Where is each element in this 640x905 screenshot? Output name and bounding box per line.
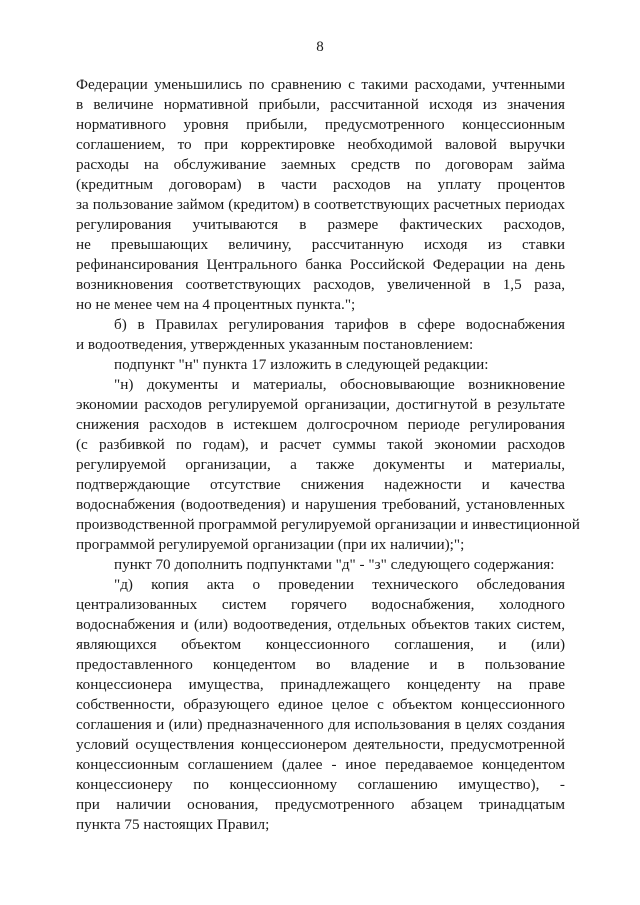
text-line: регулируемой организации, а также документы и материалы, [76, 456, 565, 473]
text-line: расходы на обслуживание заемных средств по договорам займа [76, 156, 565, 173]
text-line: подтверждающие отсутствие снижения надежности и качества [76, 476, 565, 493]
text-line: водоснабжения (водоотведения) и нарушения требований, установленных [76, 496, 565, 513]
text-line: рефинансирования Центрального банка Российской Федерации на день [76, 256, 565, 273]
text-line: (кредитным договорам) в части расходов на уплату процентов [76, 176, 565, 193]
text-line: производственной программой регулируемой организации и инвестиционной [76, 516, 580, 533]
text-line: не превышающих величину, рассчитанную исходя из ставки [76, 236, 565, 253]
text-line: б) в Правилах регулирования тарифов в сфере водоснабжения [114, 316, 565, 333]
text-line: Федерации уменьшились по сравнению с такими расходами, учтенными [76, 76, 565, 93]
text-line: концессионным соглашением (далее - иное передаваемое концедентом [76, 756, 565, 773]
text-line: нормативного уровня прибыли, предусмотренного концессионным [76, 116, 565, 133]
text-line: централизованных систем горячего водоснабжения, холодного [76, 596, 565, 613]
text-line: в величине нормативной прибыли, рассчитанной исходя из значения [76, 96, 565, 113]
text-line: но не менее чем на 4 процентных пункта."; [76, 296, 356, 313]
text-line: пункт 70 дополнить подпунктами "д" - "з" следующего содержания: [114, 556, 555, 573]
text-line: подпункт "н" пункта 17 изложить в следующей редакции: [114, 356, 489, 373]
text-line: соглашения и (или) предназначенного для использования в целях создания [76, 716, 565, 733]
text-line: концессионеру по концессионному соглашению имущество), - [76, 776, 565, 793]
text-line: условий осуществления концессионером деятельности, предусмотренной [76, 736, 565, 753]
text-line: являющихся объектом концессионного соглашения, и (или) [76, 636, 565, 653]
text-line: экономии расходов регулируемой организации, достигнутой в результате [76, 396, 565, 413]
page-number: 8 [316, 39, 324, 55]
text-line: регулирования учитываются в размере фактических расходов, [76, 216, 565, 233]
text-line: возникновения соответствующих расходов, увеличенной в 1,5 раза, [76, 276, 565, 293]
text-line: собственности, образующего единое целое с объектом концессионного [76, 696, 565, 713]
text-line: "н) документы и материалы, обосновывающие возникновение [114, 376, 565, 393]
text-line: пункта 75 настоящих Правил; [76, 816, 270, 833]
text-line: и водоотведения, утвержденных указанным постановлением: [76, 336, 474, 353]
document-body [76, 75, 580, 835]
text-line: "д) копия акта о проведении технического обследования [114, 576, 565, 593]
text-line: соглашением, то при корректировке необходимой валовой выручки [76, 136, 565, 153]
text-line: за пользование займом (кредитом) в соответствующих расчетных периодах [76, 196, 565, 213]
text-line: при наличии основания, предусмотренного абзацем тринадцатым [76, 796, 565, 813]
text-line: снижения расходов в истекшем долгосрочном периоде регулирования [76, 416, 565, 433]
text-line: программой регулируемой организации (при их наличии);"; [76, 536, 465, 553]
text-line: (с разбивкой по годам), и расчет суммы такой экономии расходов [76, 436, 565, 453]
text-line: предоставленного концедентом во владение и в пользование [76, 656, 565, 673]
text-line: водоснабжения и (или) водоотведения, отдельных объектов таких систем, [76, 616, 565, 633]
text-line: концессионера имущества, принадлежащего концеденту на праве [76, 676, 565, 693]
